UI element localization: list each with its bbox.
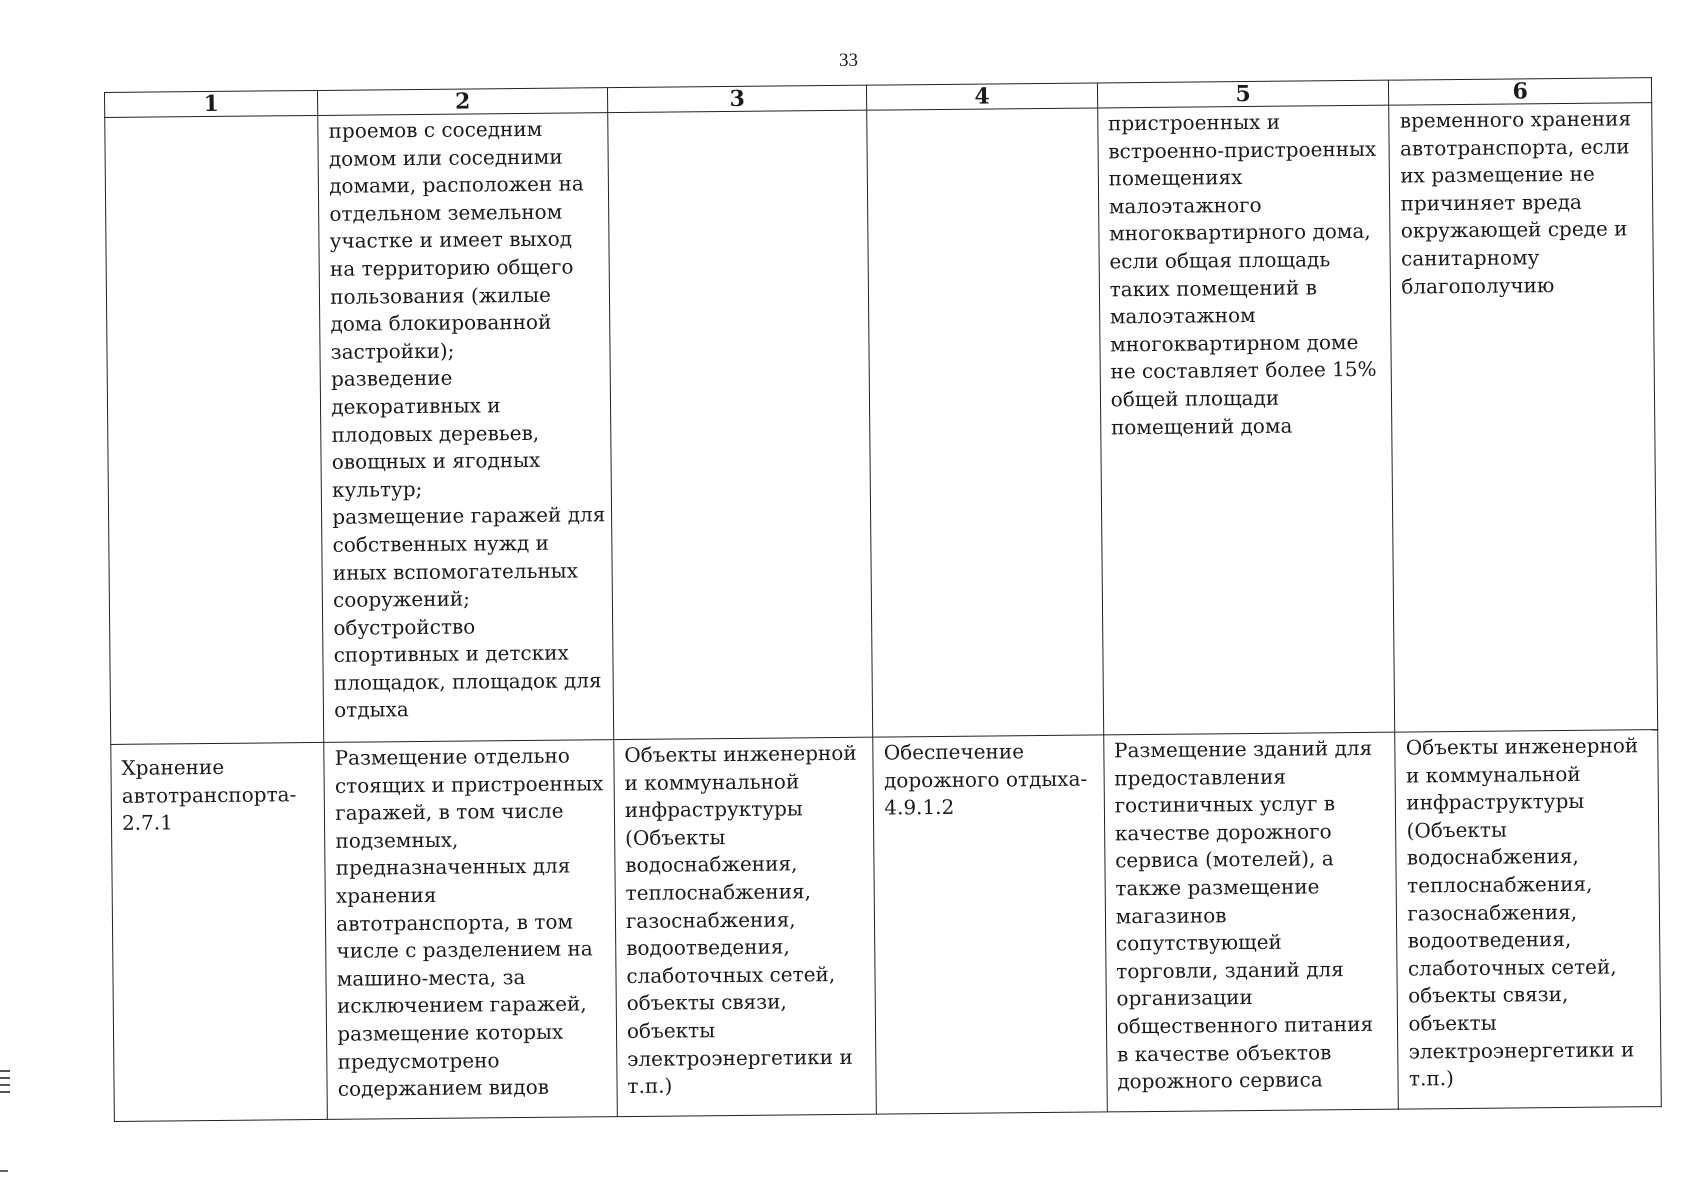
cell-text-line: автотранспорта, в том (336, 909, 574, 936)
cell-text-line: спортивных и детских (333, 640, 569, 668)
cell-text-line: плодовых деревьев, (331, 420, 540, 447)
cell-text-line: обустройство (333, 614, 476, 640)
cell-text-line: благополучию (1401, 272, 1555, 299)
column-header-6: 6 (1389, 78, 1652, 106)
cell-text-line: общественного питания (1116, 1011, 1374, 1039)
cell-text-line: сервиса (мотелей), а (1115, 846, 1334, 873)
cell-text-line: в качестве объектов (1116, 1039, 1332, 1066)
cell-text-line: малоэтажном (1109, 303, 1256, 329)
cell-text-line: стоящих и пристроенных (334, 770, 604, 798)
table-cell-col-1 (111, 742, 328, 1121)
table-cell-col-5 (1097, 105, 1395, 735)
cell-text-line: (Объекты (1406, 817, 1507, 843)
document-sheet (104, 77, 1662, 1122)
table-cell-col-2 (318, 113, 614, 743)
cell-text-line: отдыха (334, 697, 409, 723)
cell-text-line: 2.7.1 (121, 810, 174, 836)
cell-text-line: культур; (331, 476, 423, 502)
cell-text-line: водоснабжения, (1406, 844, 1579, 870)
cell-text-line: сопутствующей (1115, 929, 1282, 956)
table-cell-col-1 (105, 115, 324, 744)
cell-text-line: разведение (330, 366, 453, 392)
table-cell-col-4 (867, 108, 1103, 737)
cell-text-line: не составляет более 15% (1110, 357, 1377, 384)
cell-text-line: Хранение (121, 754, 225, 780)
scan-edge-dot (0, 1170, 8, 1172)
table-row (105, 103, 1658, 745)
cell-text-line: водоснабжения, (625, 851, 798, 878)
cell-text-line: овощных и ягодных (331, 447, 541, 474)
cell-text-line: площадок, площадок для (333, 668, 602, 695)
cell-text-line: Размещение отдельно (334, 743, 570, 770)
cell-text-line: гаражей, в том числе (335, 798, 564, 826)
cell-text-line: домом или соседними (328, 144, 563, 171)
cell-text-line: помещениях (1108, 165, 1243, 191)
cell-text-line: теплоснабжения, (1406, 871, 1593, 898)
cell-text-line: причиняет вреда (1400, 189, 1583, 216)
cell-text-line: водоотведения, (626, 934, 790, 961)
cell-text-line: объекты связи, (626, 989, 787, 1016)
cell-text-line: Объекты инженерной (1405, 733, 1639, 760)
cell-text-line: Объекты инженерной (624, 740, 857, 768)
table-row (111, 730, 1662, 1122)
cell-text-line: инфраструктуры (624, 796, 803, 823)
table-cell-col-6 (1395, 730, 1661, 1110)
cell-text-line: газоснабжения, (625, 906, 796, 933)
cell-text-line: объекты (626, 1018, 716, 1043)
cell-text-line: т.п.) (1408, 1066, 1454, 1091)
cell-text-line: инфраструктуры (1406, 789, 1585, 815)
cell-text-line: автотранспорта, если (1399, 133, 1630, 161)
cell-text-line: предоставления (1114, 764, 1287, 790)
cell-text-line: собственных нужд и (332, 530, 550, 557)
cell-text-line: участке и имеет выход (329, 226, 573, 254)
cell-text-line: т.п.) (627, 1073, 673, 1099)
cell-text-line: организации (1116, 985, 1253, 1011)
cell-text-line: санитарному (1400, 245, 1540, 271)
cell-text-line: слаботочных сетей, (1407, 954, 1617, 981)
table-cell-col-3 (614, 737, 877, 1116)
cell-text-line: помещений дома (1110, 413, 1293, 439)
cell-text-line: газоснабжения, (1407, 899, 1578, 926)
cell-text-line: сооружений; (333, 586, 471, 612)
cell-text-line: общей площади (1110, 385, 1280, 412)
cell-text-line: проемов с соседним (328, 116, 543, 143)
cell-text-line: размещение которых (337, 1019, 564, 1046)
cell-text-line: Обеспечение (883, 739, 1025, 765)
cell-text-line: пользования (жилые (330, 282, 552, 309)
cell-text-line: дорожного сервиса (1117, 1067, 1323, 1094)
column-header-1: 1 (105, 90, 318, 117)
cell-text-line: предназначенных для (335, 853, 571, 881)
cell-text-line: размещение гаражей для (332, 502, 606, 530)
cell-text-line: и коммунальной (624, 768, 800, 795)
cell-text-line: окружающей среде и (1400, 216, 1628, 243)
cell-text-line: объекты (1408, 1010, 1497, 1036)
column-header-5: 5 (1097, 80, 1389, 108)
cell-text-line: теплоснабжения, (625, 879, 812, 905)
cell-text-line: если общая площадь (1109, 247, 1331, 274)
cell-text-line: пристроенных и (1107, 109, 1281, 136)
cell-text-line: числе с разделением на (336, 936, 593, 963)
cell-text-line: 4.9.1.2 (884, 795, 955, 820)
column-header-2: 2 (318, 88, 608, 116)
cell-text-line: объекты связи, (1408, 982, 1569, 1008)
cell-text-line: содержанием видов (337, 1074, 550, 1101)
table-cell-col-6 (1389, 103, 1658, 732)
cell-text-line: электроэнергетики и (627, 1044, 853, 1071)
cell-text-line: предусмотрено (337, 1047, 500, 1074)
cell-text-line: встроенно-пристроенных (1108, 136, 1377, 163)
page-number: 33 (839, 50, 858, 71)
cell-text-line: хранения (335, 882, 437, 908)
cell-text-line: также размещение (1115, 874, 1320, 901)
cell-text-line: многоквартирном доме (1110, 329, 1359, 357)
cell-text-line: торговли, зданий для (1116, 956, 1344, 984)
cell-text-line: автотранспорта- (121, 781, 297, 808)
table-cell-col-3 (608, 110, 874, 739)
cell-text-line: исключением гаражей, (336, 991, 587, 1019)
cell-text-line: качестве дорожного (1114, 819, 1332, 846)
cell-text-line: водоотведения, (1407, 927, 1572, 953)
table-cell-col-4 (873, 735, 1107, 1114)
cell-text-line: таких помещений в (1109, 274, 1318, 301)
scan-edge-mark (0, 1070, 10, 1096)
cell-text-line: домами, расположен на (329, 171, 584, 199)
cell-text-line: машино-места, за (336, 964, 526, 991)
column-header-4: 4 (867, 83, 1098, 110)
cell-text-line: декоративных и (331, 393, 501, 419)
cell-text-line: гостиничных услуг в (1114, 791, 1336, 818)
column-header-3: 3 (607, 85, 867, 112)
cell-text-line: временного хранения (1399, 106, 1632, 133)
cell-text-line: магазинов (1115, 902, 1227, 928)
cell-text-line: отдельном земельном (329, 199, 563, 226)
cell-text-line: дома блокированной (330, 309, 552, 336)
cell-text-line: и коммунальной (1405, 761, 1581, 788)
cell-text-line: застройки); (330, 338, 455, 364)
cell-text-line: малоэтажного (1108, 192, 1262, 219)
cell-text-line: (Объекты (624, 824, 726, 850)
cell-text-line: на территорию общего (329, 254, 574, 281)
cell-text-line: электроэнергетики и (1408, 1036, 1635, 1064)
cell-text-line: многоквартирного дома, (1109, 219, 1371, 246)
cell-text-line: Размещение зданий для (1113, 735, 1373, 763)
table-cell-col-2 (324, 740, 617, 1120)
cell-text-line: подземных, (335, 827, 459, 853)
cell-text-line: слаботочных сетей, (626, 961, 836, 988)
table-cell-col-5 (1103, 732, 1398, 1112)
cell-text-line: их размещение не (1400, 161, 1595, 188)
cell-text-line: иных вспомогательных (332, 557, 579, 585)
zoning-table (104, 77, 1662, 1122)
cell-text-line: дорожного отдыха- (883, 766, 1088, 793)
